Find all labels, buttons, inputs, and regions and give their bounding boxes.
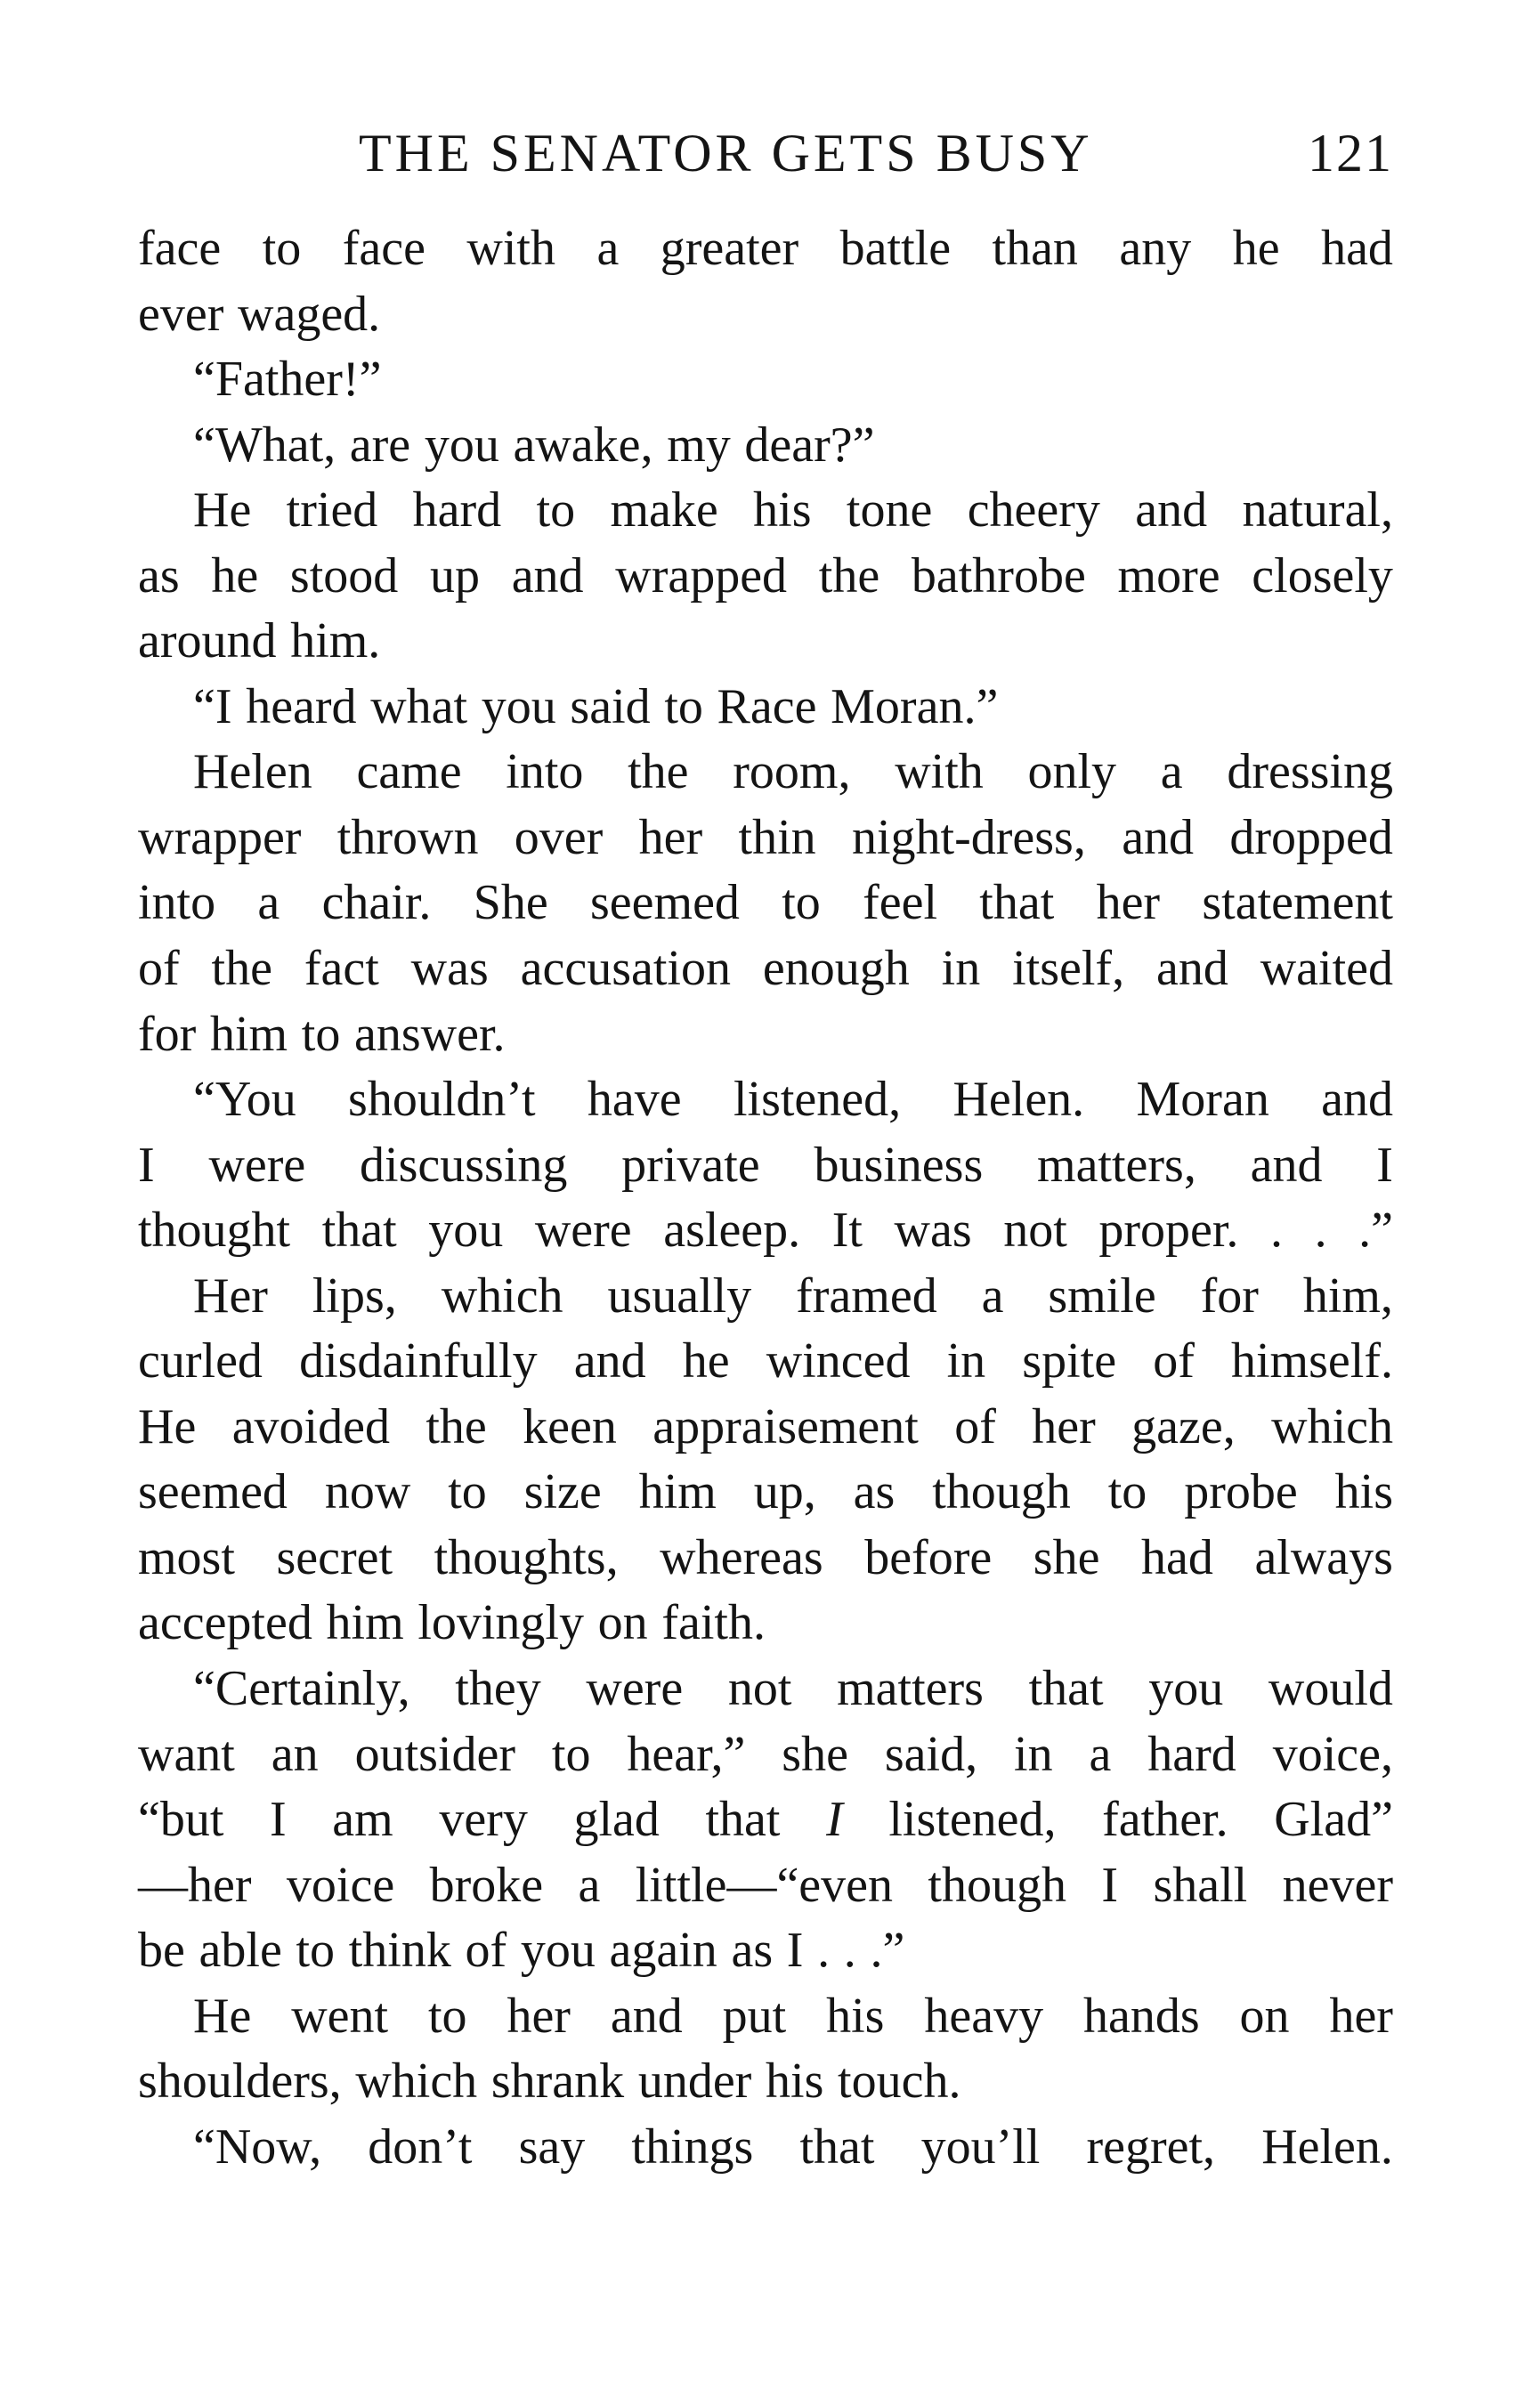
word: were xyxy=(208,1137,306,1193)
word: answer. xyxy=(354,1006,506,1062)
word: usually xyxy=(607,1268,752,1324)
text-line xyxy=(138,1722,1393,1788)
word: faith. xyxy=(661,1595,766,1651)
word: . xyxy=(843,1923,856,1979)
word: the xyxy=(628,744,689,800)
word: were xyxy=(534,1203,632,1259)
word: Glad” xyxy=(1274,1792,1393,1848)
word: seemed xyxy=(138,1464,288,1520)
text-line xyxy=(138,1067,1393,1133)
word: him xyxy=(638,1464,717,1520)
word: wrapper xyxy=(138,809,302,865)
word: again xyxy=(609,1923,717,1979)
word: her xyxy=(1096,875,1161,931)
word: and xyxy=(1135,482,1208,539)
word: private xyxy=(621,1137,760,1193)
word: chair. xyxy=(321,875,432,931)
word: they xyxy=(455,1661,541,1717)
word: shoulders, xyxy=(138,2054,342,2110)
word: She xyxy=(473,875,548,931)
word: Moran.” xyxy=(831,678,999,734)
word: and xyxy=(610,1988,683,2044)
word: listened, xyxy=(733,1072,902,1128)
word: was xyxy=(894,1203,972,1259)
page-number: 121 xyxy=(1308,124,1393,182)
word: He xyxy=(193,482,252,539)
word: whereas xyxy=(660,1529,823,1585)
running-title: THE SENATOR GETS BUSY xyxy=(359,124,1093,182)
word: dropped xyxy=(1229,809,1393,865)
word: any xyxy=(1119,221,1192,276)
word: of xyxy=(138,941,180,997)
word: broke xyxy=(429,1857,544,1913)
word: thought xyxy=(138,1203,291,1259)
word: smile xyxy=(1048,1268,1156,1324)
word: . xyxy=(1314,1203,1327,1259)
word: Helen. xyxy=(1261,2119,1393,2175)
word: tone xyxy=(846,482,933,539)
word: enough xyxy=(762,941,910,997)
word: I xyxy=(786,1923,804,1979)
word: into xyxy=(138,875,216,931)
word: you xyxy=(520,1923,596,1979)
word: don’t xyxy=(368,2119,473,2175)
word: the xyxy=(211,941,272,997)
word: tried xyxy=(286,482,378,539)
text-line xyxy=(138,544,1393,610)
text-line xyxy=(138,1853,1393,1919)
word: voice, xyxy=(1272,1726,1393,1782)
word: accusation xyxy=(520,941,731,997)
word: had xyxy=(1141,1529,1213,1585)
word: not xyxy=(1003,1203,1067,1259)
word: “Father!” xyxy=(193,352,382,408)
word: put xyxy=(722,1988,787,2044)
text-line xyxy=(138,282,1393,348)
word: matters, xyxy=(1037,1137,1196,1193)
word: his xyxy=(753,482,812,539)
word: she xyxy=(1033,1529,1100,1585)
body-text xyxy=(138,216,1393,2180)
word: though xyxy=(932,1464,1071,1520)
word: Moran xyxy=(1136,1072,1269,1128)
text-line xyxy=(138,871,1393,936)
word: .” xyxy=(1358,1203,1393,1259)
word: hard xyxy=(412,482,502,539)
word: he xyxy=(211,547,259,604)
word: hear,” xyxy=(627,1726,746,1782)
text-line xyxy=(138,936,1393,1002)
page-header xyxy=(138,117,1393,189)
word: night-dress, xyxy=(851,809,1086,865)
word: awake, xyxy=(513,417,653,473)
word: and xyxy=(1250,1137,1323,1193)
word: dear?” xyxy=(744,417,875,473)
word: heard xyxy=(246,678,357,734)
word: to xyxy=(448,1464,487,1520)
word: an xyxy=(271,1726,319,1782)
word: the xyxy=(818,547,880,604)
word: probe xyxy=(1184,1464,1298,1520)
word: what xyxy=(370,678,468,734)
word: you xyxy=(1148,1661,1224,1717)
word: as xyxy=(853,1464,896,1520)
word: spite xyxy=(1022,1333,1117,1389)
word: shrank xyxy=(490,2054,625,2110)
word: her xyxy=(638,809,703,865)
word: statement xyxy=(1202,875,1393,931)
word: proper. xyxy=(1098,1203,1239,1259)
word: He xyxy=(138,1398,197,1454)
word: now xyxy=(324,1464,411,1520)
word: were xyxy=(586,1661,684,1717)
word: that xyxy=(799,2119,875,2175)
word: “but xyxy=(138,1792,224,1848)
word: asleep. xyxy=(663,1203,801,1259)
word: . xyxy=(1269,1203,1283,1259)
word: shall xyxy=(1153,1857,1248,1913)
word: “You xyxy=(193,1072,296,1128)
word: face xyxy=(342,221,426,276)
word: seemed xyxy=(590,875,740,931)
word: he xyxy=(1232,221,1280,276)
word: thrown xyxy=(336,809,479,865)
word: around xyxy=(138,613,277,669)
word: that xyxy=(979,875,1055,931)
word: I xyxy=(826,1792,843,1848)
word: of xyxy=(465,1923,507,1979)
word: you xyxy=(428,1203,504,1259)
word: him, xyxy=(1302,1268,1393,1324)
word: in xyxy=(1014,1726,1053,1782)
word: battle xyxy=(839,221,952,276)
word: think xyxy=(348,1923,451,1979)
word: closely xyxy=(1252,547,1393,604)
word: would xyxy=(1268,1661,1393,1717)
word: to xyxy=(536,482,576,539)
word: a xyxy=(1089,1726,1112,1782)
text-line xyxy=(138,806,1393,871)
word: ever xyxy=(138,286,224,342)
word: heavy xyxy=(924,1988,1044,2044)
word: and xyxy=(573,1333,646,1389)
word: that xyxy=(1028,1661,1104,1717)
text-line xyxy=(138,2049,1393,2115)
text-line xyxy=(138,1329,1393,1395)
word: winced xyxy=(766,1333,911,1389)
word: matters xyxy=(837,1661,984,1717)
word: more xyxy=(1117,547,1220,604)
word: on xyxy=(597,1595,648,1651)
word: make xyxy=(610,482,718,539)
word: stood xyxy=(289,547,399,604)
word: to xyxy=(262,221,302,276)
word: was xyxy=(410,941,489,997)
word: things xyxy=(631,2119,754,2175)
word: listened, xyxy=(888,1792,1057,1848)
word: him. xyxy=(290,613,381,669)
word: “I xyxy=(193,678,232,734)
word: that xyxy=(321,1203,397,1259)
text-line xyxy=(138,347,1393,413)
word: not xyxy=(727,1661,792,1717)
word: my xyxy=(667,417,731,473)
word: thoughts, xyxy=(434,1529,619,1585)
word: size xyxy=(523,1464,602,1520)
word: came xyxy=(356,744,462,800)
word: regret, xyxy=(1086,2119,1216,2175)
word: cheery xyxy=(967,482,1100,539)
word: . xyxy=(817,1923,831,1979)
text-line xyxy=(138,1198,1393,1264)
text-line xyxy=(138,1787,1393,1853)
word: himself. xyxy=(1231,1333,1393,1389)
word: lovingly xyxy=(417,1595,584,1651)
word: dressing xyxy=(1227,744,1393,800)
word: say xyxy=(518,2119,586,2175)
word: you xyxy=(424,417,499,473)
word: gaze, xyxy=(1131,1398,1236,1454)
word: avoided xyxy=(231,1398,390,1454)
word: am xyxy=(332,1792,393,1848)
word: which xyxy=(1271,1398,1393,1454)
word: greater xyxy=(660,221,799,276)
text-line xyxy=(138,2115,1393,2181)
word: shouldn’t xyxy=(348,1072,536,1128)
word: “Now, xyxy=(193,2119,322,2175)
word: of xyxy=(1153,1333,1195,1389)
word: into xyxy=(506,744,584,800)
word: outsider xyxy=(354,1726,515,1782)
word: her xyxy=(1032,1398,1096,1454)
text-line xyxy=(138,609,1393,675)
word: went xyxy=(291,1988,389,2044)
word: Helen xyxy=(193,744,312,800)
word: said xyxy=(570,678,651,734)
word: lips, xyxy=(312,1268,397,1324)
word: be xyxy=(138,1923,185,1979)
word: and xyxy=(1122,809,1195,865)
word: appraisement xyxy=(652,1398,919,1454)
word: disdainfully xyxy=(299,1333,538,1389)
word: for xyxy=(1200,1268,1259,1324)
word: a xyxy=(578,1857,601,1913)
word: his xyxy=(826,1988,885,2044)
word: I xyxy=(1101,1857,1119,1913)
word: hands xyxy=(1082,1988,1200,2044)
word: waited xyxy=(1260,941,1393,997)
text-line xyxy=(138,740,1393,806)
word: than xyxy=(992,221,1078,276)
word: a xyxy=(596,221,620,276)
word: which xyxy=(355,2054,478,2110)
word: only xyxy=(1027,744,1117,800)
word: face xyxy=(138,221,222,276)
word: his xyxy=(1334,1464,1393,1520)
word: He xyxy=(193,1988,252,2044)
word: in xyxy=(941,941,981,997)
text-line xyxy=(138,478,1393,544)
word: thin xyxy=(738,809,816,865)
word: to xyxy=(551,1726,591,1782)
word: of xyxy=(954,1398,996,1454)
word: feel xyxy=(863,875,937,931)
word: itself, xyxy=(1012,941,1125,997)
text-line xyxy=(138,1526,1393,1592)
word: accepted xyxy=(138,1595,312,1651)
word: are xyxy=(349,417,411,473)
word: and xyxy=(511,547,584,604)
word: and xyxy=(1321,1072,1393,1128)
text-line xyxy=(138,1984,1393,2050)
word: to xyxy=(1107,1464,1147,1520)
word: she xyxy=(782,1726,848,1782)
text-line xyxy=(138,1395,1393,1461)
word: under xyxy=(637,2054,752,2110)
word: little—“even xyxy=(635,1857,894,1913)
word: her xyxy=(1329,1988,1393,2044)
word: on xyxy=(1239,1988,1290,2044)
word: Helen. xyxy=(952,1072,1085,1128)
text-line xyxy=(138,216,1393,282)
word: I xyxy=(1376,1137,1393,1193)
word: Race xyxy=(717,678,817,734)
word: his xyxy=(766,2054,824,2110)
word: have xyxy=(587,1072,682,1128)
word: you xyxy=(481,678,556,734)
word: to xyxy=(782,875,821,931)
word: to xyxy=(296,1923,336,1979)
word: him xyxy=(209,1006,288,1062)
word: a xyxy=(1160,744,1183,800)
word: waged. xyxy=(238,286,381,342)
word: never xyxy=(1282,1857,1393,1913)
word: a xyxy=(257,875,280,931)
text-line xyxy=(138,1918,1393,1984)
word: “Certainly, xyxy=(193,1661,410,1717)
text-line xyxy=(138,1002,1393,1068)
word: glad xyxy=(573,1792,660,1848)
word: father. xyxy=(1102,1792,1228,1848)
word: natural, xyxy=(1242,482,1393,539)
word: Her xyxy=(193,1268,268,1324)
word: room, xyxy=(733,744,851,800)
word: him xyxy=(326,1595,404,1651)
word: framed xyxy=(796,1268,937,1324)
word: as xyxy=(731,1923,774,1979)
word: in xyxy=(946,1333,986,1389)
word: very xyxy=(439,1792,528,1848)
word: .” xyxy=(870,1923,905,1979)
word: as xyxy=(138,547,180,604)
word: touch. xyxy=(838,2054,961,2110)
word: a xyxy=(981,1268,1004,1324)
word: her xyxy=(507,1988,571,2044)
word: wrapped xyxy=(615,547,788,604)
word: which xyxy=(441,1268,563,1324)
word: It xyxy=(831,1203,863,1259)
word: always xyxy=(1254,1529,1393,1585)
text-line xyxy=(138,1591,1393,1657)
word: and xyxy=(1155,941,1228,997)
text-line xyxy=(138,1264,1393,1330)
word: curled xyxy=(138,1333,263,1389)
text-line xyxy=(138,1460,1393,1526)
word: I xyxy=(270,1792,287,1848)
word: had xyxy=(1321,221,1393,276)
word: most xyxy=(138,1529,235,1585)
word: you’ll xyxy=(920,2119,1041,2175)
word: to xyxy=(427,1988,467,2044)
word: with xyxy=(466,221,555,276)
word: to xyxy=(664,678,703,734)
word: hard xyxy=(1147,1726,1236,1782)
word: though xyxy=(928,1857,1066,1913)
word: voice xyxy=(286,1857,395,1913)
word: secret xyxy=(276,1529,393,1585)
word: said, xyxy=(884,1726,978,1782)
word: that xyxy=(705,1792,781,1848)
word: up, xyxy=(753,1464,816,1520)
word: able xyxy=(199,1923,282,1979)
word: bathrobe xyxy=(911,547,1086,604)
word: want xyxy=(138,1726,235,1782)
word: for xyxy=(138,1006,197,1062)
word: —her xyxy=(138,1857,252,1913)
word: up xyxy=(429,547,480,604)
word: keen xyxy=(523,1398,617,1454)
word: business xyxy=(814,1137,984,1193)
word: with xyxy=(895,744,984,800)
text-line xyxy=(138,413,1393,479)
text-line xyxy=(138,675,1393,741)
word: the xyxy=(426,1398,487,1454)
word: I xyxy=(138,1137,155,1193)
text-line xyxy=(138,1133,1393,1199)
word: over xyxy=(514,809,604,865)
word: “What, xyxy=(193,417,336,473)
word: he xyxy=(682,1333,730,1389)
word: to xyxy=(301,1006,341,1062)
word: fact xyxy=(304,941,379,997)
text-line xyxy=(138,1657,1393,1722)
word: before xyxy=(864,1529,993,1585)
word: discussing xyxy=(360,1137,568,1193)
